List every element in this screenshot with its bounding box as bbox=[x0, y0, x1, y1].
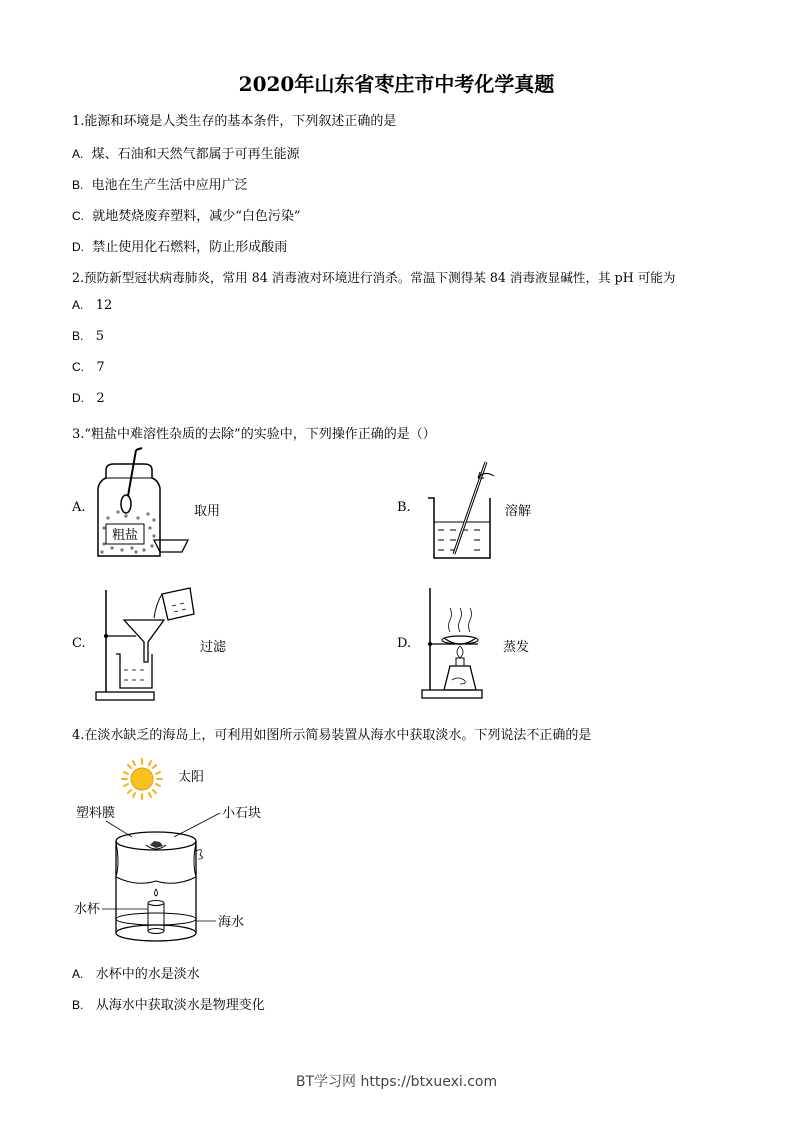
q3-option-b-label: B. bbox=[397, 500, 411, 515]
salt-jar-label: 粗盐 bbox=[111, 528, 139, 543]
option-label: D. bbox=[72, 391, 84, 405]
label-stone: 小石块 bbox=[222, 806, 262, 821]
question-2-stem: 2.预防新型冠状病毒肺炎，常用 84 消毒液对环境进行消杀。常温下测得某 84 消毒液显碱性，其 pH 可能为 bbox=[72, 270, 676, 285]
option-label: B. bbox=[72, 178, 84, 192]
option-text: 12 bbox=[95, 298, 113, 313]
label-seawater: 海水 bbox=[218, 915, 245, 930]
q3-figure-a-salt-jar bbox=[92, 448, 202, 562]
option-text: 禁止使用化石燃料，防止形成酸雨 bbox=[92, 240, 288, 255]
option-label: A. bbox=[72, 967, 84, 981]
option-label: B. bbox=[72, 998, 84, 1012]
sun-icon bbox=[122, 759, 162, 799]
q4-option-b bbox=[72, 994, 265, 1013]
option-text: 水杯中的水是淡水 bbox=[95, 967, 200, 982]
option-text: 电池在生产生活中应用广泛 bbox=[91, 178, 248, 193]
option-label: A. bbox=[72, 147, 84, 161]
q3-option-b-text: 溶解 bbox=[505, 504, 532, 519]
question-3-stem: 3.“粗盐中难溶性杂质的去除”的实验中，下列操作正确的是（） bbox=[72, 427, 436, 442]
q4-figure-solar-still bbox=[70, 755, 290, 950]
q2-option-c bbox=[72, 360, 105, 375]
q2-option-b bbox=[72, 329, 104, 344]
q1-option-a bbox=[72, 143, 300, 162]
question-1-stem: 1.能源和环境是人类生存的基本条件，下列叙述正确的是 bbox=[72, 114, 397, 129]
option-label: C. bbox=[72, 209, 84, 223]
q3-option-a-label: A. bbox=[72, 500, 86, 515]
q3-figure-b-beaker bbox=[424, 456, 504, 560]
q3-option-c-text: 过滤 bbox=[200, 640, 227, 655]
q2-option-a bbox=[72, 298, 112, 313]
question-4-stem: 4.在淡水缺乏的海岛上，可利用如图所示简易装置从海水中获取淡水。下列说法不正确的是 bbox=[72, 728, 592, 743]
q3-figure-d-evaporation bbox=[420, 586, 496, 700]
option-text: 就地焚烧废弃塑料，减少“白色污染” bbox=[92, 209, 301, 224]
q2-option-d bbox=[72, 391, 105, 406]
q3-option-c-label: C. bbox=[72, 636, 86, 651]
q1-option-b bbox=[72, 174, 248, 193]
q3-option-d-text: 蒸发 bbox=[503, 640, 530, 655]
label-sun: 太阳 bbox=[178, 770, 205, 785]
option-label: C. bbox=[72, 360, 84, 374]
label-film: 塑料膜 bbox=[76, 806, 116, 821]
option-text: 7 bbox=[96, 360, 105, 375]
q4-option-a bbox=[72, 963, 200, 982]
q1-option-d bbox=[72, 236, 287, 255]
label-cup: 水杯 bbox=[74, 902, 101, 917]
q3-option-d-label: D. bbox=[397, 636, 412, 651]
option-text: 5 bbox=[95, 329, 105, 344]
option-text: 煤、石油和天然气都属于可再生能源 bbox=[91, 147, 300, 162]
option-label: B. bbox=[72, 329, 84, 343]
page-title: 2020年山东省枣庄市中考化学真题 bbox=[238, 72, 555, 96]
q1-option-c bbox=[72, 205, 301, 224]
q3-figure-c-filtration bbox=[94, 584, 198, 704]
footer-watermark: BT学习网 https://btxuexi.com bbox=[295, 1074, 498, 1090]
option-label: A. bbox=[72, 298, 84, 312]
option-text: 2 bbox=[96, 391, 105, 406]
option-label: D. bbox=[72, 240, 84, 254]
option-text: 从海水中获取淡水是物理变化 bbox=[95, 998, 265, 1013]
q3-option-a-text: 取用 bbox=[194, 504, 221, 519]
